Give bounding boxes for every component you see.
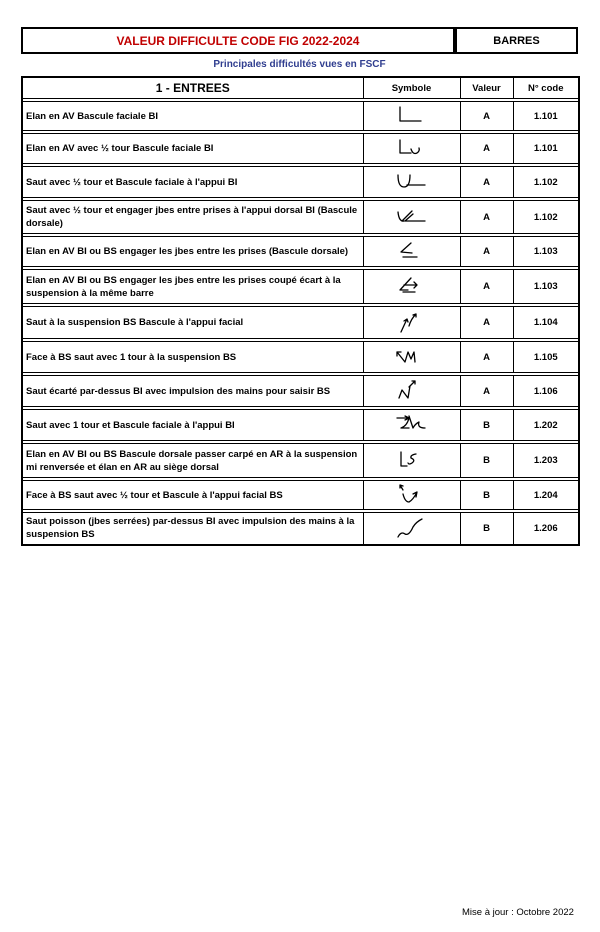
symbol-arrows-up-icon	[395, 310, 429, 336]
code-cell: 1.204	[513, 481, 579, 510]
symbol-cell	[363, 307, 460, 339]
element-description: Elan en AV BI ou BS engager les jbes entre les prises coupé écart à la suspension à la même barre	[22, 270, 363, 304]
table-row	[22, 307, 579, 339]
value-cell: B	[460, 410, 513, 441]
symbol-l-s-icon	[395, 448, 429, 474]
code-cell: 1.101	[513, 134, 579, 164]
table-row	[22, 201, 579, 234]
value-cell: B	[460, 481, 513, 510]
value-cell: A	[460, 134, 513, 164]
code-cell: 1.104	[513, 307, 579, 339]
element-description: Elan en AV avec ½ tour Bascule faciale BI	[22, 134, 363, 164]
symbol-cell	[363, 481, 460, 510]
value-cell: A	[460, 376, 513, 407]
table-row	[22, 270, 579, 304]
code-cell: 1.106	[513, 376, 579, 407]
apparatus-label: BARRES	[455, 27, 578, 54]
symbol-cell	[363, 167, 460, 198]
symbol-u-line-icon	[395, 169, 429, 195]
symbol-chevron-icon	[395, 239, 429, 265]
symbol-u-chevron-icon	[395, 204, 429, 230]
difficulty-table	[21, 76, 580, 546]
table-row	[22, 237, 579, 267]
value-cell: B	[460, 513, 513, 545]
table-row	[22, 342, 579, 373]
symbol-cell	[363, 410, 460, 441]
element-description: Saut avec ½ tour et Bascule faciale à l'appui BI	[22, 167, 363, 198]
symbol-l-hook-icon	[395, 136, 429, 162]
symbol-wave-icon	[395, 515, 429, 541]
symbol-cell	[363, 513, 460, 545]
symbol-cell	[363, 444, 460, 478]
element-description: Elan en AV BI ou BS engager les jbes entre les prises (Bascule dorsale)	[22, 237, 363, 267]
symbol-curve-arrows-icon	[395, 482, 429, 508]
value-cell: A	[460, 307, 513, 339]
code-cell: 1.105	[513, 342, 579, 373]
element-description: Elan en AV Bascule faciale BI	[22, 102, 363, 131]
value-cell: A	[460, 201, 513, 234]
table-row	[22, 513, 579, 545]
element-description: Face à BS saut avec 1 tour à la suspension BS	[22, 342, 363, 373]
code-cell: 1.103	[513, 237, 579, 267]
symbol-chevron-arrow-icon	[395, 274, 429, 300]
table-row	[22, 410, 579, 441]
value-cell: B	[460, 444, 513, 478]
symbol-cell	[363, 342, 460, 373]
value-cell: A	[460, 342, 513, 373]
code-cell: 1.206	[513, 513, 579, 545]
element-description: Face à BS saut avec ½ tour et Bascule à l'appui facial BS	[22, 481, 363, 510]
code-cell: 1.103	[513, 270, 579, 304]
element-description: Saut poisson (jbes serrées) par-dessus BI avec impulsion des mains à la suspension BS	[22, 513, 363, 545]
table-row	[22, 444, 579, 478]
table-row	[22, 376, 579, 407]
column-header-symbol: Symbole	[363, 77, 460, 99]
symbol-cell	[363, 134, 460, 164]
document-title: VALEUR DIFFICULTE CODE FIG 2022-2024	[21, 27, 455, 54]
column-header-code: N° code	[513, 77, 579, 99]
value-cell: A	[460, 270, 513, 304]
value-cell: A	[460, 237, 513, 267]
table-row	[22, 134, 579, 164]
symbol-cell	[363, 237, 460, 267]
code-cell: 1.102	[513, 201, 579, 234]
symbol-cell	[363, 376, 460, 407]
table-header-row	[22, 77, 579, 99]
element-description: Saut écarté par-dessus BI avec impulsion des mains pour saisir BS	[22, 376, 363, 407]
update-note: Mise à jour : Octobre 2022	[462, 907, 574, 918]
symbol-n-arrow-icon	[395, 378, 429, 404]
subtitle: Principales difficultés vues en FSCF	[213, 59, 386, 70]
element-description: Saut avec ½ tour et engager jbes entre prises à l'appui dorsal BI (Bascule dorsale)	[22, 201, 363, 234]
element-description: Saut avec 1 tour et Bascule faciale à l'appui BI	[22, 410, 363, 441]
symbol-cell	[363, 201, 460, 234]
symbol-cell	[363, 102, 460, 131]
table-row	[22, 102, 579, 131]
symbol-cell	[363, 270, 460, 304]
table-row	[22, 481, 579, 510]
code-cell: 1.101	[513, 102, 579, 131]
table-row	[22, 167, 579, 198]
element-description: Elan en AV BI ou BS Bascule dorsale passer carpé en AR à la suspension mi renversée et élan en AR au siège dorsal	[22, 444, 363, 478]
value-cell: A	[460, 102, 513, 131]
symbol-turn-arrow-icon	[395, 412, 429, 438]
code-cell: 1.203	[513, 444, 579, 478]
code-cell: 1.102	[513, 167, 579, 198]
column-header-value: Valeur	[460, 77, 513, 99]
group-title: 1 - ENTREES	[22, 77, 363, 99]
code-cell: 1.202	[513, 410, 579, 441]
symbol-l-corner-icon	[395, 103, 429, 129]
symbol-arrow-m-icon	[395, 344, 429, 370]
element-description: Saut à la suspension BS Bascule à l'appui facial	[22, 307, 363, 339]
value-cell: A	[460, 167, 513, 198]
